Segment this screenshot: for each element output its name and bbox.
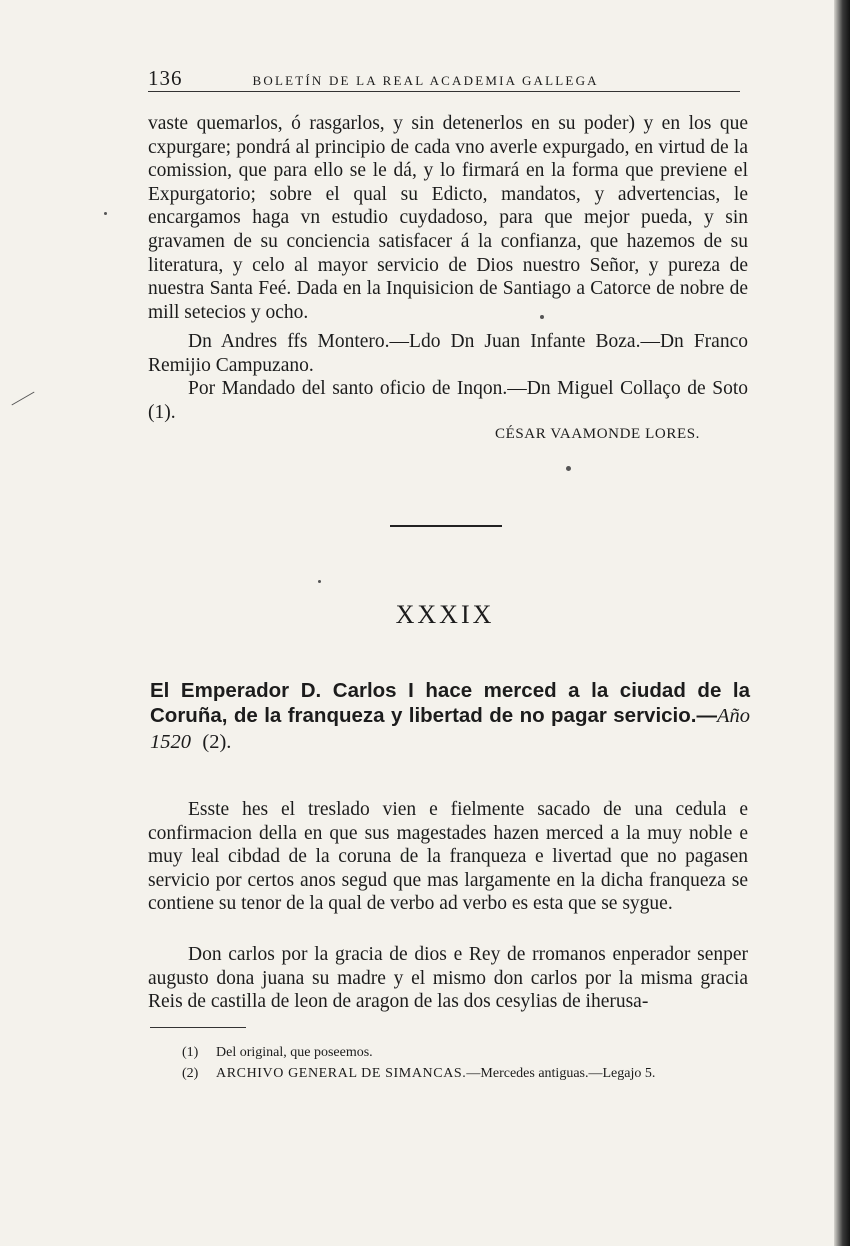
section1-paragraph [148,112,748,324]
document-year: Año 1520 [150,705,750,753]
footnote-2-text: —Mercedes antiguas.—Legajo 5. [466,1066,656,1081]
document-title-text: El Emperador D. Carlos I hace merced a la ciudad de la Coruña, de la franqueza y libertad de no pagar servicio.— [150,679,750,727]
scan-speck [104,212,107,215]
author-signature: CÉSAR VAAMONDE LORES. [495,426,700,442]
signers-block [148,330,748,424]
footnote-1-text: Del original, que poseemos. [216,1045,373,1060]
footnote-2-source: ARCHIVO GENERAL DE SIMANCAS. [216,1066,467,1081]
footnote-rule [150,1027,246,1028]
page-header [148,66,738,88]
footnote-2 [182,1063,742,1084]
footnote-1 [182,1042,742,1063]
scan-speck [540,315,544,319]
footnote-ref-2: (2). [202,731,232,753]
footnote-1-number: (1) [182,1045,199,1060]
mandate-text: Por Mandado del santo oficio de Inqon.—Dn Miguel Collaço de Soto (1). [148,378,748,423]
section2-text-1: Esste hes el treslado vien e fielmente sacado de una cedula e confirmacion della en que sus magestades hazen merced a la muy noble e muy leal cibdad de la coruna de la franqueza e livertad que no pagasen servicio por certos anos segud que mas largamente en la dicha franqueza se contiene su tenor de la qual de verbo ad verbo es esta que se sygue. [148,799,748,915]
section2-paragraph-1 [148,798,748,916]
scan-speck [318,580,321,583]
document-numeral: XXXIX [395,600,495,629]
scan-speck [566,466,571,471]
section1-text: vaste quemarlos, ó rasgarlos, y sin detenerlos en su poder) y en los que cxpurgare; pondrá al principio de cada vno averle expurgado, en virtud de la comission, que para ello se le dá, y lo firmará en la forma que previene el Expurgatorio; sobre el qual su Edicto, mandatos, y advertencias, le encargamos haga vn estudio cuydadoso, para que mejor pueda, y sin gravamen de su conciencia satisfacer á la confianza, que hazemos de su literatura, y celo al mayor servicio de Dios nuestro Señor, y pureza de nuestra Santa Feé. Dada en la Inquisicion de Santiago a Catorce de nobre de mill setecios y ocho. [148,113,748,323]
section2-paragraph-2 [148,943,748,1014]
section2-text-2: Don carlos por la gracia de dios e Rey de rromanos enperador senper augusto dona juana su madre y el mismo don carlos por la misma gracia Reis de castilla de leon de aragon de las dos cesylias de iherusa- [148,944,748,1013]
footnote-2-number: (2) [182,1066,199,1081]
section-divider [390,525,502,527]
signers-text: Dn Andres ffs Montero.—Ldo Dn Juan Infante Boza.—Dn Franco Remijio Campuzano. [148,331,748,376]
document-title [150,678,750,755]
running-title: BOLETÍN DE LA REAL ACADEMIA GALLEGA [252,73,599,88]
scan-mark [11,392,34,406]
page-number: 136 [148,66,183,90]
footnotes [182,1042,742,1084]
header-rule [148,91,740,92]
